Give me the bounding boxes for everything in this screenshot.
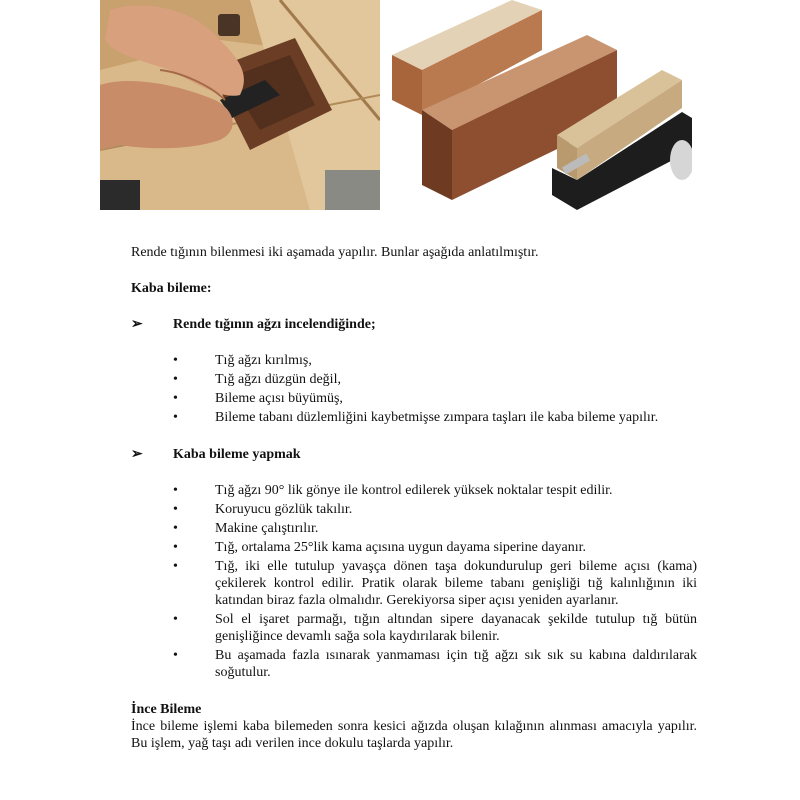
document-body — [131, 244, 697, 752]
arrow-bullet-icon: ➢ — [131, 317, 143, 332]
arrow-bullet-icon: ➢ — [131, 447, 143, 462]
list-item: • Bu aşamada fazla ısınarak yanmaması için tığ ağzı sık sık su kabına daldırılarak soğutulur. — [215, 647, 697, 681]
list-item: • Tığ ağzı düzgün değil, — [215, 371, 697, 388]
ince-bileme-paragraph: İnce bileme işlemi kaba bilemeden sonra kesici ağızda oluşan kılağının alınması amacıyla yapılır. Bu işlem, yağ taşı adı verilen ince dokulu taşlarda yapılır. — [131, 719, 697, 751]
intro-paragraph: Rende tığının bilenmesi iki aşamada yapılır. Bunlar aşağıda anlatılmıştır. — [131, 245, 539, 260]
ince-bileme-title: İnce Bileme — [131, 702, 202, 717]
list-item: • Tığ ağzı kırılmış, — [215, 352, 697, 369]
list-item: • Tığ, ortalama 25°lik kama açısına uygun dayama siperine dayanır. — [215, 539, 697, 556]
bullet-list — [131, 352, 697, 426]
bullet-list — [131, 482, 697, 681]
section-heading — [131, 446, 697, 463]
section-heading-text: Kaba bileme yapmak — [173, 447, 301, 462]
list-item: • Makine çalıştırılır. — [215, 520, 697, 537]
list-item: • Bileme açısı büyümüş, — [215, 390, 697, 407]
kaba-bileme-title: Kaba bileme: — [131, 281, 212, 296]
list-item: • Tığ, iki elle tutulup yavaşça dönen taşa dokundurulup geri bileme açısı (kama) çekilerek kontrol edilir. Pratik olarak bileme tabanı genişliği tığ kalınlığının iki katından biraz fazla olmalıdır. Gerekiyorsa siper açısı yeniden ayarlanır. — [215, 558, 697, 609]
sharpening-hands-photo — [100, 0, 380, 210]
sharpening-stones-photo — [392, 0, 692, 210]
hands-sharpening-blade-photo — [100, 0, 380, 210]
section-heading-text: Rende tığının ağzı incelendiğinde; — [173, 317, 376, 332]
list-item: • Koruyucu gözlük takılır. — [215, 501, 697, 518]
list-item: • Sol el işaret parmağı, tığın altından sipere dayanacak şekilde tutulup tığ bütün genişliğince devamlı sağa sola kaydırılarak bilenir. — [215, 611, 697, 645]
list-item: • Bileme tabanı düzlemliğini kaybetmişse zımpara taşları ile kaba bileme yapılır. — [215, 409, 697, 426]
section-heading — [131, 316, 697, 333]
list-item: • Tığ ağzı 90° lik gönye ile kontrol edilerek yüksek noktalar tespit edilir. — [215, 482, 697, 499]
sharpening-stones-photo — [392, 0, 692, 210]
